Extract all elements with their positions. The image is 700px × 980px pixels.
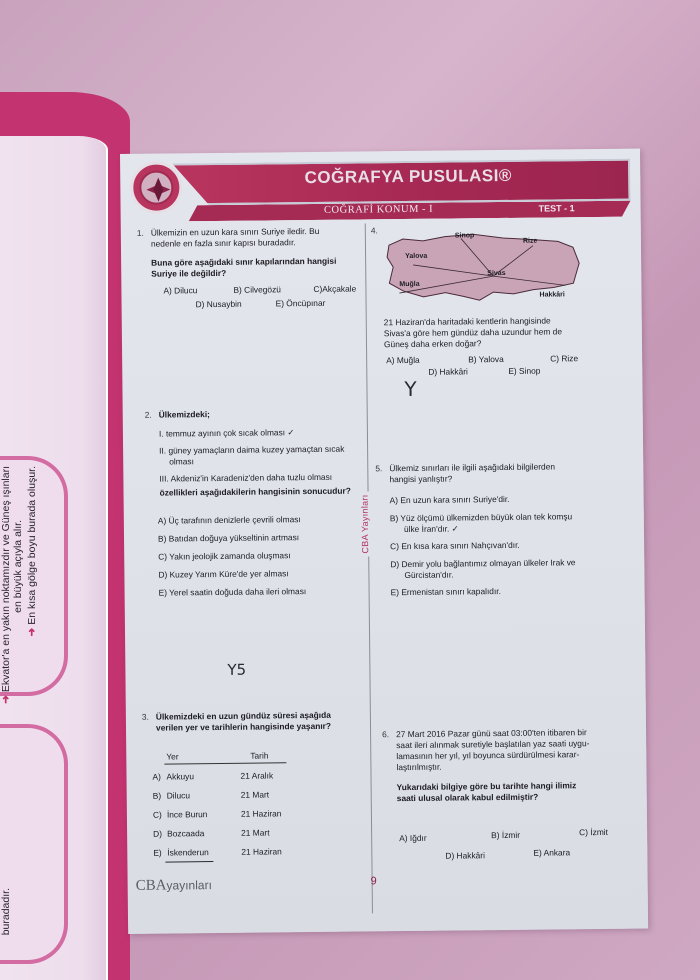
publisher-logo: CBAyayınları bbox=[135, 877, 212, 894]
q3-row-b[interactable]: B) Dilucu 21 Mart bbox=[152, 789, 270, 801]
q2-option-c[interactable]: C) Yakın jeolojik zamanda oluşması bbox=[158, 550, 291, 562]
info-cloud-top bbox=[0, 456, 68, 704]
info-cloud-bottom bbox=[0, 724, 68, 964]
cloud-top-bullet-2-cont: en büyük açıyla alır. bbox=[12, 520, 24, 613]
q6-option-b[interactable]: B) İzmir bbox=[491, 829, 521, 841]
map-label-sinop: Sinop bbox=[454, 232, 475, 240]
table-header-date: Tarih bbox=[250, 750, 269, 761]
q1-option-b[interactable]: B) Cilvegözü bbox=[233, 284, 281, 295]
page-title: COĞRAFYA PUSULASI® bbox=[304, 165, 512, 188]
q4-option-a[interactable]: A) Muğla bbox=[386, 354, 420, 366]
map-label-yalova: Yalova bbox=[405, 252, 428, 261]
check-mark-icon: ✓ bbox=[451, 523, 459, 534]
publisher-side-label: CBA Yayınları bbox=[360, 491, 371, 556]
column-divider bbox=[365, 223, 373, 913]
q3-row-e[interactable]: E) İskenderun 21 Haziran bbox=[153, 846, 282, 858]
q1-option-c[interactable]: C)Akçakale bbox=[313, 283, 357, 294]
question-3: 3. Ülkemizdeki en uzun gündüz süresi aşağıda verilen yer ve tarihlerin hangisinde yaşanır? bbox=[141, 709, 332, 733]
q4-option-c[interactable]: C) Rize bbox=[550, 353, 579, 364]
check-mark-icon: ✓ bbox=[287, 427, 295, 438]
table-header-rule bbox=[164, 762, 286, 764]
table-header-place: Yer bbox=[166, 751, 179, 762]
q4-option-e[interactable]: E) Sinop bbox=[508, 365, 541, 376]
q2-option-a[interactable]: A) Üç tarafının denizlerle çevrili olması bbox=[157, 514, 301, 526]
cloud-top-bullet-2: ➜ Ekvator'a en yakın noktamızdır ve Güneş ışınları bbox=[0, 466, 12, 704]
question-2: 2. Ülkemizdeki; I. temmuz ayının çok sıcak olması ✓ II. güney yamaçların daima kuzey yamaçtan sıcak olması III. Akdeniz'in Karadeniz'den daha tuzlu olması özellikleri aşağıdakilerin hangisinin sonucudur? bbox=[144, 409, 351, 498]
q5-option-c[interactable]: C) En kısa kara sınırı Nahçıvan'dır. bbox=[390, 539, 520, 552]
turkey-map bbox=[383, 229, 584, 307]
left-page-content bbox=[0, 136, 108, 980]
handwritten-mark: Y bbox=[404, 376, 417, 402]
map-label-hakkari: Hakkâri bbox=[539, 291, 565, 299]
map-label-sivas: Sivas bbox=[487, 269, 506, 278]
q3-row-a[interactable]: A) Akkuyu 21 Aralık bbox=[152, 770, 274, 782]
question-6: 6. 27 Mart 2016 Pazar günü saat 03:00'ten itibaren bir saat ileri alınmak suretiyle başlatılan yaz saati uygu- lamasının her yıl, yıl boyunca sürdürülmesi karar- laştırılmıştır. Yukarıdaki bilgiye göre bu tarihte hangi ilimiz saati ulusal olarak kabul edilmiştir? bbox=[382, 727, 590, 804]
q5-option-b[interactable]: B) Yüz ölçümü ülkemizden büyük olan tek komşu ülke İran'dır. ✓ bbox=[389, 511, 573, 535]
map-label-rize: Rize bbox=[522, 237, 538, 245]
page-header bbox=[128, 155, 633, 222]
q5-option-d[interactable]: D) Demir yolu bağlantımız olmayan ülkeler Irak ve Gürcistan'dır. bbox=[390, 557, 576, 581]
q5-option-a[interactable]: A) En uzun kara sınırı Suriye'dir. bbox=[389, 493, 510, 506]
q4-option-b[interactable]: B) Yalova bbox=[468, 353, 504, 365]
q6-option-a[interactable]: A) Iğdır bbox=[399, 832, 427, 844]
handwritten-underline bbox=[165, 861, 213, 863]
q4-option-d[interactable]: D) Hakkâri bbox=[428, 366, 468, 377]
compass-icon bbox=[130, 161, 183, 214]
handwritten-note: Y5 bbox=[227, 660, 247, 679]
cloud-bottom-line-2: buradadır. bbox=[0, 888, 12, 936]
q1-option-a[interactable]: A) Dilucu bbox=[163, 285, 198, 296]
section-title: COĞRAFİ KONUM - I bbox=[323, 203, 434, 216]
q3-row-d[interactable]: D) Bozcaada 21 Mart bbox=[153, 827, 270, 839]
q2-option-e[interactable]: E) Yerel saatin doğuda daha ileri olması bbox=[158, 586, 307, 598]
q2-option-d[interactable]: D) Kuzey Yarım Küre'de yer alması bbox=[158, 568, 289, 580]
q6-option-e[interactable]: E) Ankara bbox=[533, 847, 571, 858]
worksheet-page bbox=[120, 149, 648, 934]
q5-option-e[interactable]: E) Ermenistan sınırı kapalıdır. bbox=[390, 586, 501, 598]
q1-option-d[interactable]: D) Nusaybin bbox=[195, 298, 242, 310]
q6-option-d[interactable]: D) Hakkâri bbox=[445, 850, 485, 861]
page-number: 9 bbox=[370, 875, 377, 888]
cloud-top-bullet-3: ➜ En kısa gölge boyu burada oluşur. bbox=[26, 466, 38, 637]
test-label: TEST - 1 bbox=[538, 203, 575, 214]
q6-option-c[interactable]: C) İzmit bbox=[579, 826, 609, 838]
q2-option-b[interactable]: B) Batıdan doğuya yükseltinin artması bbox=[157, 532, 300, 544]
map-label-mugla: Muğla bbox=[399, 280, 420, 289]
q1-option-e[interactable]: E) Öncüpınar bbox=[275, 297, 326, 309]
question-4-prompt: 21 Haziran'da haritadaki kentlerin hangisinde Sivas'a göre hem gündüz daha uzundur hem de Güneş daha erken doğar? bbox=[383, 315, 562, 350]
left-page bbox=[0, 92, 130, 980]
question-1: 1. Ülkemizin en uzun kara sınırı Suriye iledir. Bu nedenle en fazla sınır kapısı buradadır. Buna göre aşağıdaki sınır kapılarından hangisi Suriye ile değildir? bbox=[136, 225, 337, 279]
q3-row-c[interactable]: C) İnce Burun 21 Haziran bbox=[152, 808, 282, 820]
question-5: 5. Ülkemiz sınırları ile ilgili aşağıdaki bilgilerden hangisi yanlıştır? bbox=[375, 461, 556, 485]
